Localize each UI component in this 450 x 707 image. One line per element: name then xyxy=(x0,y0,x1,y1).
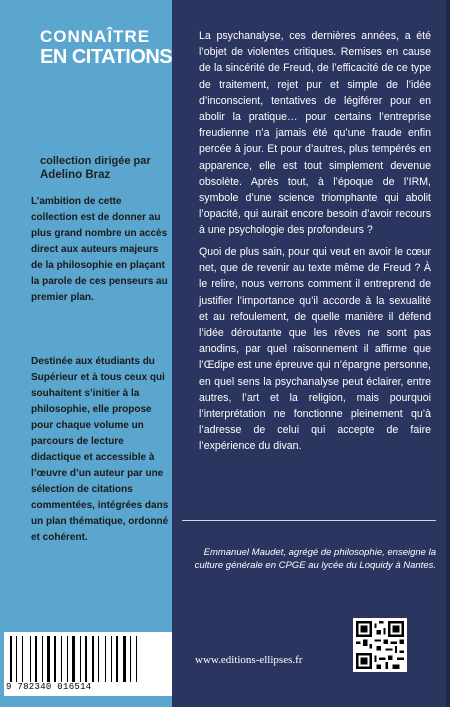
collection-description: L’ambition de cette collection est de donner au plus grand nombre un accès direct aux auteurs majeurs de la philosophie en plaçant la parole de ces penseurs au premier plan. xyxy=(31,196,168,303)
qr-code-icon[interactable] xyxy=(353,618,407,672)
author-bio: Emmanuel Maudet, agrégé de philosophie, enseigne la culture générale en CPGE au lycée du Loquidy à Nantes. xyxy=(194,547,436,571)
barcode-digits: 9 782340 016514 xyxy=(6,682,92,692)
barcode-bars xyxy=(10,636,166,682)
blurb-paragraph-2: Quoi de plus sain, pour qui veut en avoir le cœur net, que de revenir au texte même de Freud ? À le relire, nous verrons comment il entreprend de justifier l’importance qu’il accorde à la sexualité et au refoulement, de quelle manière il défend l’idée déroutante que les rêves ne sont pas anodins, par quel raisonnement il affirme que l’Œdipe est une épreuve qui n’épargne personne, en quel sens la psychanalyse peut éclairer, entre autres, l’art et la religion, mais pourquoi l’interprétation ne fonctionne pleinement qu’à l’adresse de celui qui accepte de faire l’expérience du divan. xyxy=(199,246,431,453)
blurb-paragraph-1: La psychanalyse, ces dernières années, a été l’objet de violentes critiques. Remises en cause de la sincérité de Freud, de l’efficacité de ce type de traitement, rejet pur et simple de l’idée d’inconscient, tentatives de légiférer pour en abolir la pratique… pour certains l’entreprise freudienne n’a jamais été qu’une fraude enfin percée à jour. Et pour d’autres, plus tempérés en apparence, elle est tout simplement devenue obsolète. Après tout, à l’époque de l’IRM, symbole d’une science triomphante qui abolit l’opacité, qui aurait encore besoin d’avoir recours à une psychologie des profondeurs ? xyxy=(199,30,431,237)
publisher-website-link[interactable]: www.editions-ellipses.fr xyxy=(195,654,303,666)
series-logo-line2: EN CITATIONS xyxy=(40,46,173,68)
series-logo xyxy=(40,28,172,68)
barcode-icon xyxy=(4,632,172,696)
divider xyxy=(182,520,436,521)
series-logo-line1: CONNAÎTRE xyxy=(40,27,151,46)
collection-audience: Destinée aux étudiants du Supérieur et à tous ceux qui souhaitent s’initier à la philosophie, elle propose pour chaque volume un parcours de lecture didactique et accessible à l’œuvre d’un auteur par une sélection de citations commentées, intégrées dans un plan thématique, ordonné et cohérent. xyxy=(31,356,169,543)
collection-director: Adelino Braz xyxy=(40,169,111,181)
collection-credit xyxy=(40,154,168,182)
collection-label: collection dirigée par xyxy=(40,155,151,167)
spine-edge xyxy=(446,0,450,707)
